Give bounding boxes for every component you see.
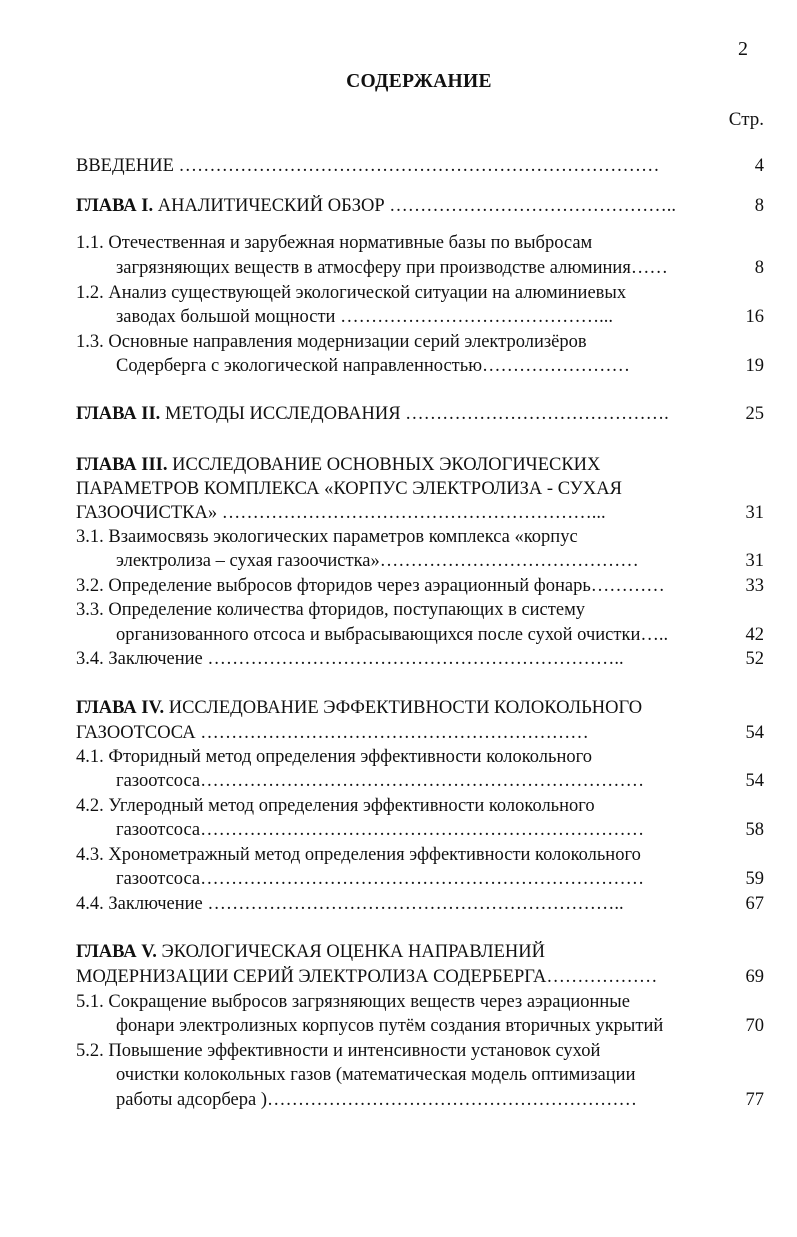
- toc-entry-text: загрязняющих веществ в атмосферу при производстве алюминия……: [116, 258, 668, 278]
- toc-entry-text: АНАЛИТИЧЕСКИЙ ОБЗОР ………………………………………..: [153, 196, 677, 216]
- toc-entry-text: ПАРАМЕТРОВ КОМПЛЕКСА «КОРПУС ЭЛЕКТРОЛИЗА - СУХАЯ: [76, 479, 622, 499]
- toc-chapter-line: [76, 722, 660, 744]
- toc-section-line: [76, 893, 710, 915]
- toc-page-number: 54: [745, 771, 764, 791]
- toc-section-line: [116, 355, 710, 377]
- toc-section-line: [76, 282, 670, 304]
- chapter-label: ГЛАВА II.: [76, 404, 161, 424]
- toc-entry-text: газоотсоса………………………………………………………………: [116, 771, 645, 791]
- toc-section-line: [116, 868, 710, 890]
- toc-page-number: 25: [745, 404, 764, 424]
- toc-section-line: [76, 232, 661, 254]
- toc-page-number: 31: [745, 551, 764, 571]
- toc-entry-text: 1.2. Анализ существующей экологической ситуации на алюминиевых: [76, 283, 627, 303]
- page-number: 2: [738, 38, 748, 60]
- toc-section-line: [76, 844, 690, 866]
- toc-entry-text: 4.4. Заключение …………………………………………………………..: [76, 894, 624, 914]
- toc-section-line: [116, 1064, 682, 1086]
- toc-entry-text: 4.3. Хронометражный метод определения эффективности колокольного: [76, 845, 641, 865]
- toc-entry-text: газоотсоса………………………………………………………………: [116, 869, 645, 889]
- toc-entry-text: 5.1. Сокращение выбросов загрязняющих веществ через аэрационные: [76, 992, 630, 1012]
- toc-section-line: [76, 795, 644, 817]
- toc-chapter-line: [76, 454, 650, 476]
- toc-entry-text: 3.2. Определение выбросов фторидов через аэрационный фонарь…………: [76, 576, 665, 596]
- toc-page-number: 70: [745, 1016, 764, 1036]
- toc-entry-text: очистки колокольных газов (математическая модель оптимизации: [116, 1065, 636, 1085]
- toc-entry-text: ГАЗООТСОСА ………………………………………………………: [76, 723, 589, 743]
- toc-page-number: 58: [745, 820, 764, 840]
- toc-entry-text: 5.2. Повышение эффективности и интенсивности установок сухой: [76, 1041, 601, 1061]
- toc-section-line: [76, 155, 710, 177]
- toc-section-line: [76, 746, 636, 768]
- toc-chapter-line: [76, 478, 680, 500]
- toc-entry-text: ЭКОЛОГИЧЕСКАЯ ОЦЕНКА НАПРАВЛЕНИЙ: [156, 942, 545, 962]
- toc-chapter-line: [76, 195, 710, 217]
- toc-chapter-line: [76, 502, 710, 524]
- toc-page-number: 54: [745, 723, 764, 743]
- toc-section-line: [76, 331, 658, 353]
- page-column-header: Стр.: [728, 109, 764, 130]
- toc-section-line: [76, 991, 670, 1013]
- toc-page-number: 31: [745, 503, 764, 523]
- toc-entry-text: 3.4. Заключение …………………………………………………………..: [76, 649, 624, 669]
- toc-page-number: 59: [745, 869, 764, 889]
- chapter-label: ГЛАВА V.: [76, 942, 157, 962]
- toc-page-number: 16: [745, 307, 764, 327]
- toc-chapter-line: [76, 697, 704, 719]
- toc-page-number: 77: [745, 1090, 764, 1110]
- toc-chapter-line: [76, 941, 596, 963]
- chapter-label: ГЛАВА I.: [76, 196, 154, 216]
- toc-entry-text: ВВЕДЕНИЕ ……………………………………………………………………: [76, 156, 660, 176]
- toc-section-line: [76, 599, 654, 621]
- toc-entry-text: работы адсорбера )……………………………………………………: [116, 1090, 637, 1110]
- toc-entry-text: электролиза – сухая газоочистка»……………………………………: [116, 551, 639, 571]
- toc-chapter-line: [76, 966, 710, 988]
- toc-entry-text: 3.3. Определение количества фторидов, поступающих в систему: [76, 600, 586, 620]
- toc-entry-text: ИССЛЕДОВАНИЕ ОСНОВНЫХ ЭКОЛОГИЧЕСКИХ: [167, 455, 601, 475]
- toc-entry-text: МЕТОДЫ ИССЛЕДОВАНИЯ …………………………………….: [160, 404, 669, 424]
- toc-page-number: 19: [745, 356, 764, 376]
- toc-entry-text: газоотсоса………………………………………………………………: [116, 820, 645, 840]
- toc-page-number: 33: [745, 576, 764, 596]
- toc-page-number: 69: [745, 967, 764, 987]
- toc-section-line: [116, 257, 710, 279]
- toc-entry-text: 4.1. Фторидный метод определения эффективности колокольного: [76, 747, 592, 767]
- toc-section-line: [116, 624, 710, 646]
- toc-entry-text: фонари электролизных корпусов путём создания вторичных укрытий: [116, 1016, 664, 1036]
- chapter-label: ГЛАВА III.: [76, 455, 168, 475]
- toc-entry-text: 1.3. Основные направления модернизации серий электролизёров: [76, 332, 587, 352]
- toc-entry-text: МОДЕРНИЗАЦИИ СЕРИЙ ЭЛЕКТРОЛИЗА СОДЕРБЕРГА………………: [76, 967, 658, 987]
- toc-page-number: 42: [745, 625, 764, 645]
- toc-page-number: 4: [754, 156, 764, 176]
- toc-section-line: [76, 1040, 638, 1062]
- toc-page-number: 67: [745, 894, 764, 914]
- toc-entry-text: 4.2. Углеродный метод определения эффективности колокольного: [76, 796, 595, 816]
- toc-page-number: 52: [745, 649, 764, 669]
- toc-section-line: [116, 550, 710, 572]
- toc-section-line: [116, 1015, 710, 1037]
- toc-entry-text: ИССЛЕДОВАНИЕ ЭФФЕКТИВНОСТИ КОЛОКОЛЬНОГО: [164, 698, 643, 718]
- toc-page-number: 8: [754, 258, 764, 278]
- toc-entry-text: ГАЗООЧИСТКА» ……………………………………………………...: [76, 503, 606, 523]
- toc-section-line: [116, 819, 710, 841]
- toc-section-line: [116, 306, 710, 328]
- toc-section-line: [76, 526, 620, 548]
- toc-entry-text: организованного отсоса и выбрасывающихся после сухой очистки…..: [116, 625, 669, 645]
- toc-section-line: [76, 575, 710, 597]
- toc-section-line: [76, 648, 710, 670]
- toc-page-number: 8: [754, 196, 764, 216]
- toc-section-line: [116, 1089, 700, 1111]
- chapter-label: ГЛАВА IV.: [76, 698, 165, 718]
- page-title: СОДЕРЖАНИЕ: [346, 71, 492, 92]
- toc-entry-text: заводах большой мощности ……………………………………...: [116, 307, 613, 327]
- toc-section-line: [116, 770, 700, 792]
- toc-entry-text: Содерберга с экологической направленностью……………………: [116, 356, 631, 376]
- toc-chapter-line: [76, 403, 710, 425]
- toc-entry-text: 3.1. Взаимосвязь экологических параметров комплекса «корпус: [76, 527, 578, 547]
- toc-entry-text: 1.1. Отечественная и зарубежная нормативные базы по выбросам: [76, 233, 593, 253]
